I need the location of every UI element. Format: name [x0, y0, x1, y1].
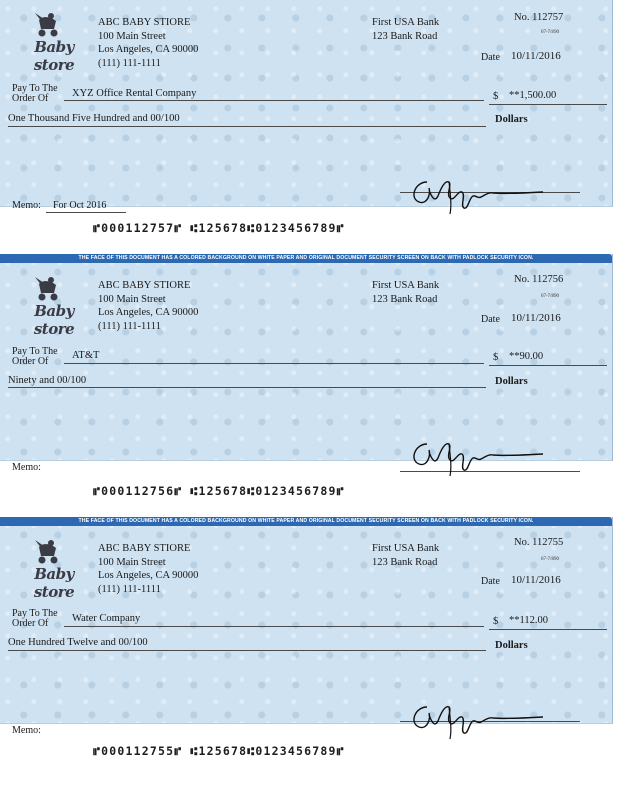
- security-banner: THE FACE OF THIS DOCUMENT HAS A COLORED BACKGROUND ON WHITE PAPER AND ORIGINAL DOCUMENT SECURITY SCREEN ON BACK WITH PADLOCK SECURITY ICON.: [0, 517, 612, 526]
- company-address-block: [98, 279, 198, 333]
- amount-words-line: [8, 387, 486, 388]
- pay-to-line2: Order Of: [12, 356, 49, 367]
- date-value: 10/11/2016: [511, 50, 561, 62]
- company-name: ABC BABY STIORE: [98, 543, 191, 554]
- date-label: Date: [481, 52, 500, 63]
- logo-wordmark: Baby store: [33, 302, 75, 338]
- amount-value: **90.00: [509, 351, 544, 362]
- pay-to-line2: Order Of: [12, 618, 49, 629]
- payee-line: [64, 363, 484, 364]
- check-number: No. 112755: [514, 537, 564, 548]
- company-phone: (111) 111-1111: [98, 320, 161, 332]
- payee-name: AT&T: [72, 350, 100, 361]
- memo-value: For Oct 2016: [53, 200, 107, 211]
- company-street: 100 Main Street: [98, 556, 166, 568]
- company-phone: (111) 111-1111: [98, 57, 161, 69]
- dollars-label: Dollars: [495, 640, 528, 651]
- micr-line: ⑈000112756⑈ ⑆125678⑆0123456789⑈: [93, 484, 345, 498]
- amount-in-words: One Thousand Five Hundred and 00/100: [8, 113, 180, 124]
- memo-label: Memo:: [12, 200, 41, 211]
- check-112756: [0, 254, 613, 473]
- amount-value: **112.00: [509, 615, 548, 626]
- dollar-sign: $: [493, 91, 499, 102]
- date-value: 10/11/2016: [511, 574, 561, 586]
- bank-name: First USA Bank: [372, 543, 440, 554]
- company-city: Los Angeles, CA 90000: [98, 44, 199, 55]
- amount-value: **1,500.00: [509, 90, 557, 101]
- amount-words-line: [8, 650, 486, 651]
- bank-address: 123 Bank Road: [372, 30, 438, 42]
- bank-name: First USA Bank: [372, 280, 440, 291]
- payee-name: Water Company: [72, 613, 141, 624]
- micr-line: ⑈000112757⑈ ⑆125678⑆0123456789⑈: [93, 221, 345, 235]
- micr-line: ⑈000112755⑈ ⑆125678⑆0123456789⑈: [93, 744, 345, 758]
- memo-label: Memo:: [12, 462, 41, 473]
- company-address-block: [98, 16, 198, 70]
- bank-block: [372, 542, 439, 569]
- pay-to-line2: Order Of: [12, 93, 49, 104]
- memo-line: [46, 212, 126, 213]
- security-banner: THE FACE OF THIS DOCUMENT HAS A COLORED BACKGROUND ON WHITE PAPER AND ORIGINAL DOCUMENT SECURITY SCREEN ON BACK WITH PADLOCK SECURITY ICON.: [0, 254, 612, 263]
- payee-name: XYZ Office Rental Company: [72, 88, 197, 99]
- company-street: 100 Main Street: [98, 30, 166, 42]
- company-city: Los Angeles, CA 90000: [98, 307, 199, 318]
- payee-line: [64, 626, 484, 627]
- company-street: 100 Main Street: [98, 293, 166, 305]
- routing-fraction: 67-7/890: [541, 557, 560, 562]
- check-112755: [0, 517, 613, 736]
- signature-icon: [405, 168, 545, 216]
- company-name: ABC BABY STIORE: [98, 280, 191, 291]
- signature-icon: [405, 430, 545, 478]
- baby-stroller-icon: [32, 274, 62, 302]
- dollars-label: Dollars: [495, 114, 528, 125]
- check-112757: [0, 0, 613, 211]
- dollars-label: Dollars: [495, 376, 528, 387]
- company-city: Los Angeles, CA 90000: [98, 570, 199, 581]
- bank-block: [372, 16, 439, 43]
- routing-fraction: 67-7/890: [541, 30, 560, 35]
- memo-label: Memo:: [12, 725, 41, 736]
- company-address-block: [98, 542, 198, 596]
- date-value: 10/11/2016: [511, 312, 561, 324]
- date-label: Date: [481, 576, 500, 587]
- company-logo: [22, 10, 86, 74]
- company-logo: [22, 274, 86, 338]
- company-name: ABC BABY STIORE: [98, 17, 191, 28]
- dollar-sign: $: [493, 352, 499, 363]
- routing-fraction: 67-7/890: [541, 294, 560, 299]
- amount-words-line: [8, 126, 486, 127]
- amount-line: [489, 629, 607, 630]
- pay-to-label: [12, 609, 58, 629]
- company-logo: [22, 537, 86, 601]
- pay-to-line1: Pay To The: [12, 608, 58, 619]
- amount-line: [489, 365, 607, 366]
- baby-stroller-icon: [32, 537, 62, 565]
- date-label: Date: [481, 314, 500, 325]
- amount-in-words: One Hundred Twelve and 00/100: [8, 637, 148, 648]
- bank-address: 123 Bank Road: [372, 293, 438, 305]
- logo-wordmark: Baby store: [33, 38, 75, 74]
- logo-wordmark: Baby store: [33, 565, 75, 601]
- check-number: No. 112757: [514, 12, 564, 23]
- pay-to-label: [12, 84, 58, 104]
- amount-in-words: Ninety and 00/100: [8, 375, 87, 386]
- company-phone: (111) 111-1111: [98, 583, 161, 595]
- check-number: No. 112756: [514, 274, 564, 285]
- payee-line: [64, 100, 484, 101]
- pay-to-label: [12, 347, 58, 367]
- pay-to-line1: Pay To The: [12, 346, 58, 357]
- bank-address: 123 Bank Road: [372, 556, 438, 568]
- signature-icon: [405, 693, 545, 741]
- bank-block: [372, 279, 439, 306]
- bank-name: First USA Bank: [372, 17, 440, 28]
- dollar-sign: $: [493, 616, 499, 627]
- amount-line: [489, 104, 607, 105]
- baby-stroller-icon: [32, 10, 62, 38]
- pay-to-line1: Pay To The: [12, 83, 58, 94]
